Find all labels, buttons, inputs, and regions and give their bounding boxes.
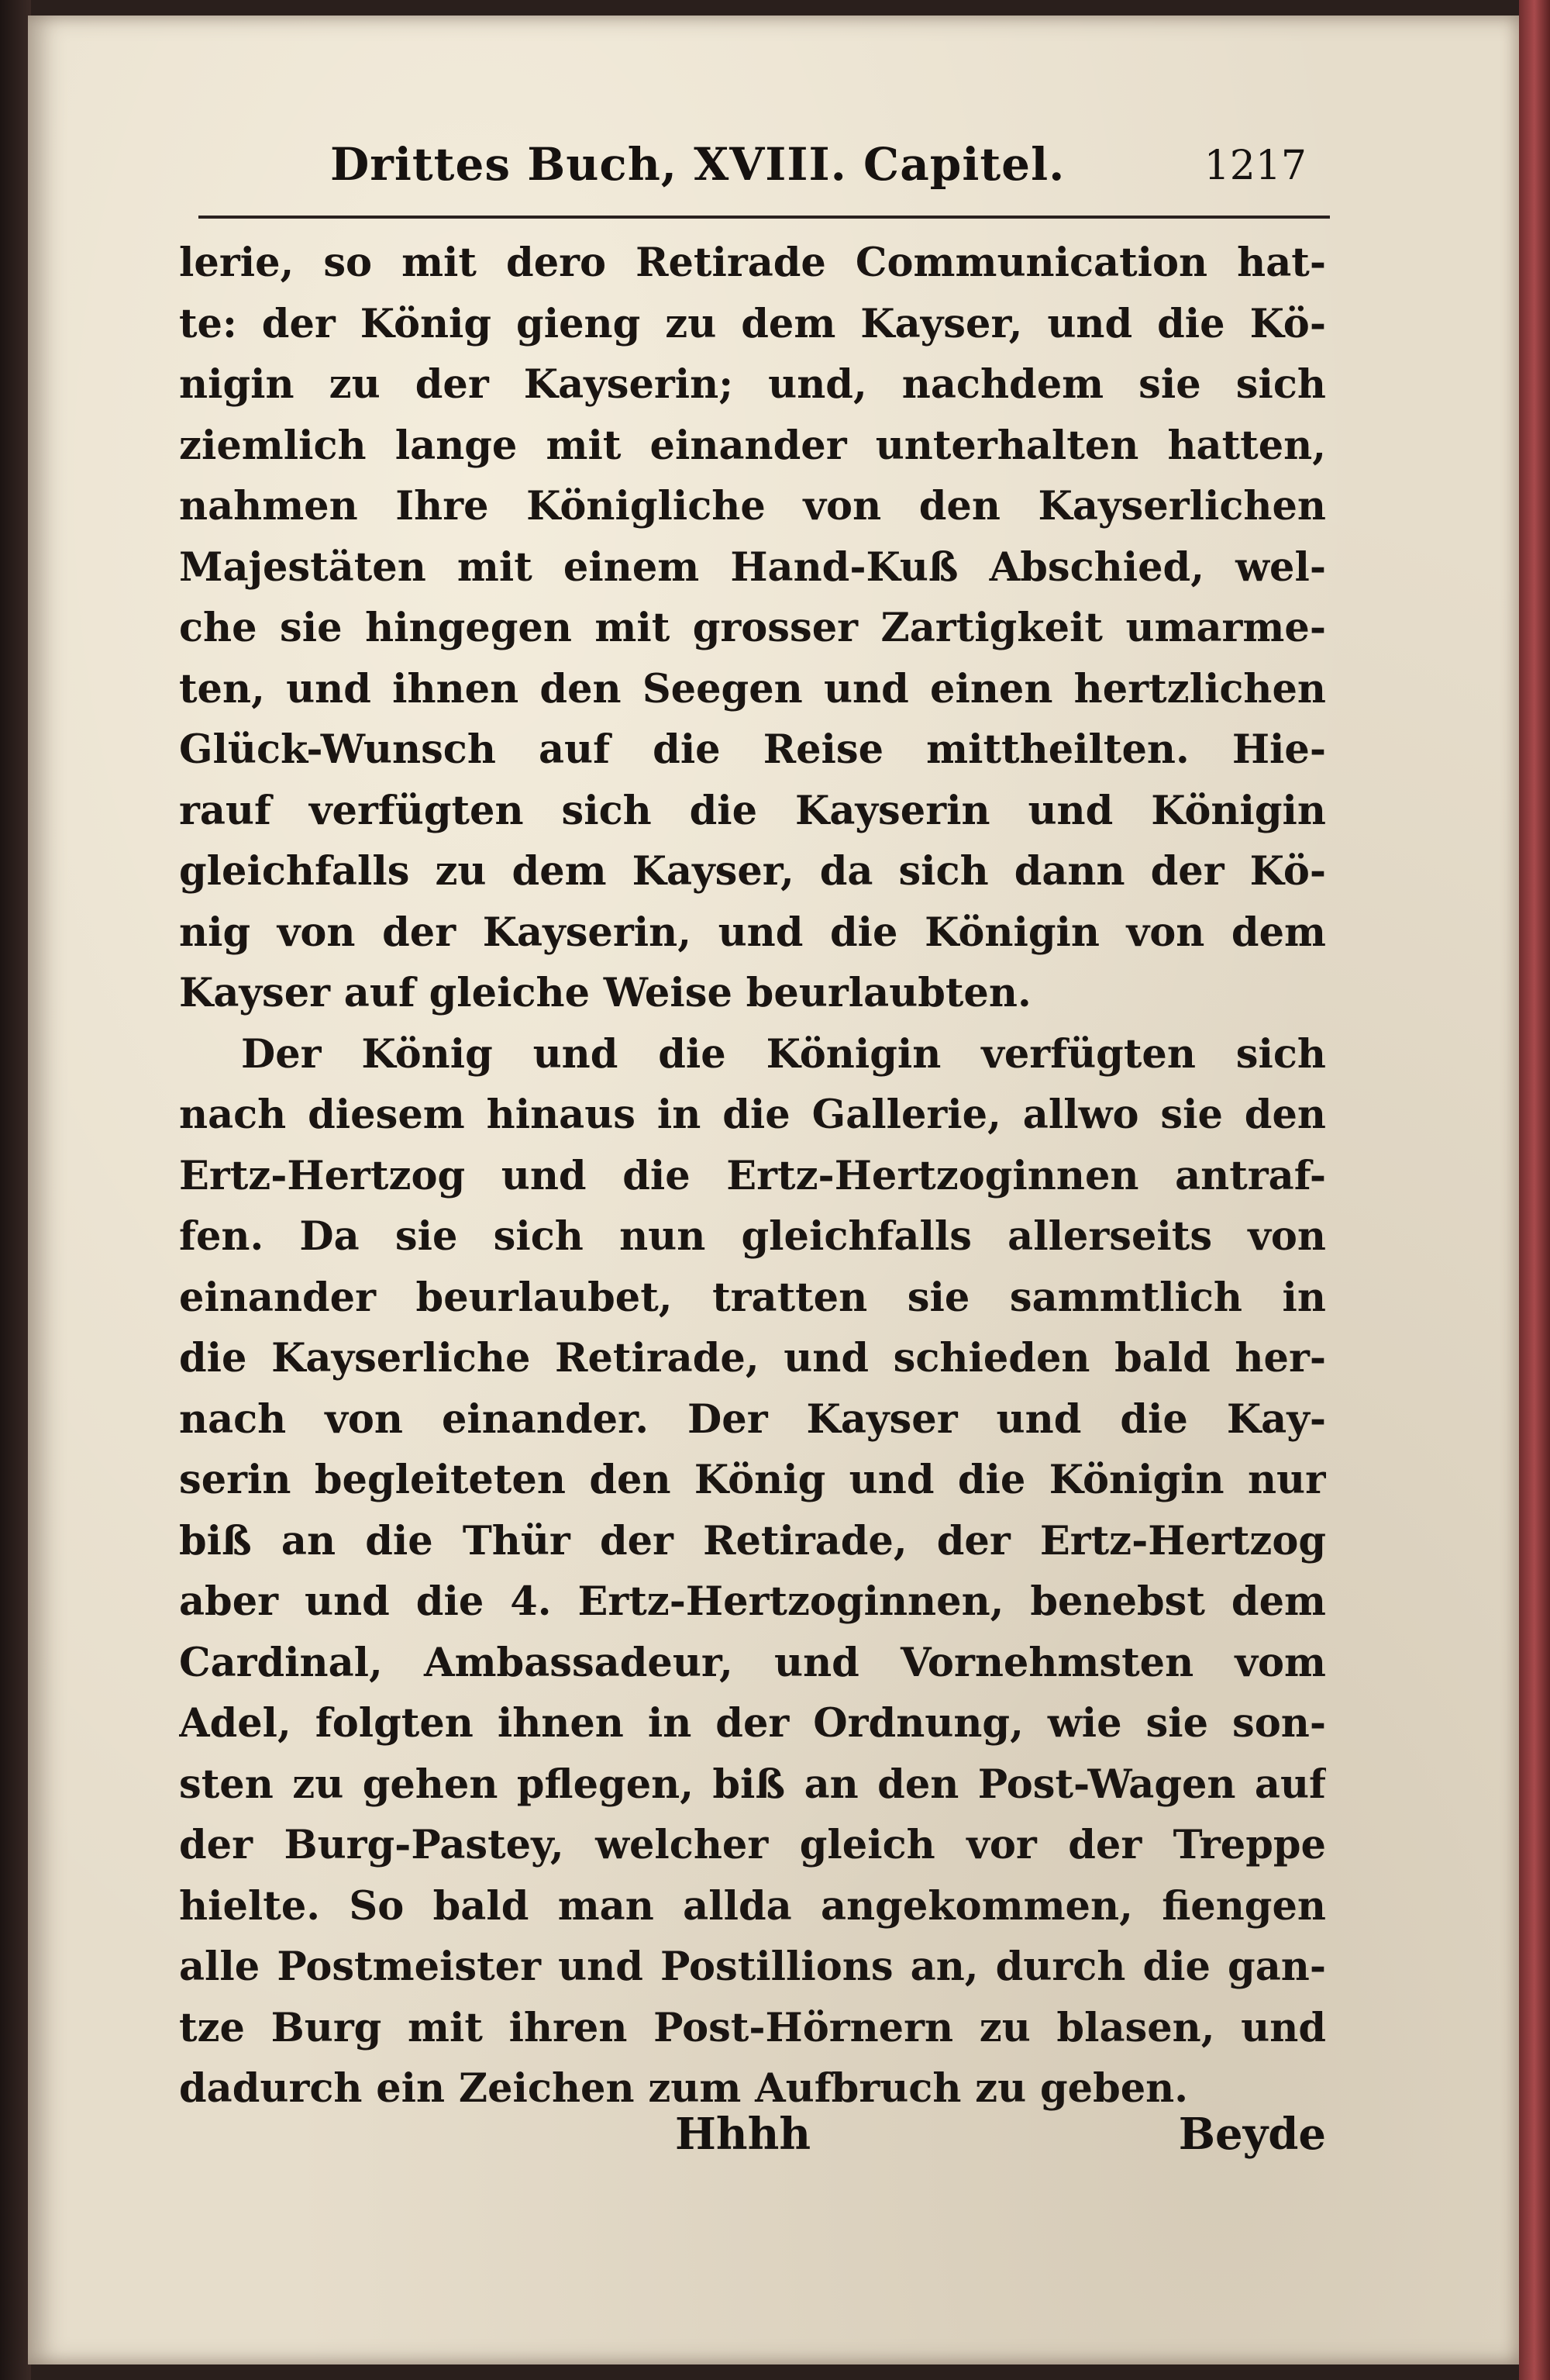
text-line: ziemlich lange mit einander unterhalten hatten, xyxy=(179,422,1326,469)
running-title: Drittes Buch, XVIII. Capitel. xyxy=(330,138,1066,191)
text-line: tze Burg mit ihren Post-Hörnern zu blasen, und xyxy=(179,2004,1326,2051)
text-line: die Kayserliche Retirade, und schieden bald her- xyxy=(179,1335,1326,1381)
page-number: 1217 xyxy=(1204,143,1307,189)
text-line: Ertz-Hertzog und die Ertz-Hertzoginnen antraf- xyxy=(179,1152,1326,1199)
book-binding-left xyxy=(0,0,31,2380)
header-rule xyxy=(198,216,1330,219)
book-binding-right xyxy=(1519,0,1550,2380)
text-line: serin begleiteten den König und die Königin nur xyxy=(179,1457,1326,1503)
text-line: hielte. So bald man allda angekommen, fiengen xyxy=(179,1882,1326,1930)
text-line: alle Postmeister und Postillions an, durch die gan- xyxy=(179,1944,1326,1990)
book-page xyxy=(28,16,1519,2364)
text-line: dadurch ein Zeichen zum Aufbruch zu geben. xyxy=(179,2065,1189,2112)
text-line: te: der König gieng zu dem Kayser, und die Kö- xyxy=(179,300,1326,347)
page-header xyxy=(198,138,1338,208)
signature-mark: Hhhh xyxy=(675,2109,811,2160)
text-line: nach diesem hinaus in die Gallerie, allwo sie den xyxy=(179,1092,1326,1138)
text-line: Cardinal, Ambassadeur, und Vornehmsten vom xyxy=(179,1639,1326,1686)
text-line: nach von einander. Der Kayser und die Kay- xyxy=(179,1395,1326,1443)
page-footer xyxy=(179,2109,1326,2171)
text-line: Majestäten mit einem Hand-Kuß Abschied, wel- xyxy=(179,543,1326,591)
text-line: sten zu gehen pflegen, biß an den Post-Wagen auf xyxy=(179,1761,1326,1808)
text-line: Der König und die Königin verfügten sich xyxy=(241,1030,1326,1078)
text-line: biß an die Thür der Retirade, der Ertz-Hertzog xyxy=(179,1517,1326,1564)
text-line: rauf verfügten sich die Kayserin und Königin xyxy=(179,787,1326,834)
text-line: ten, und ihnen den Seegen und einen hertzlichen xyxy=(179,665,1326,712)
text-line: einander beurlaubet, tratten sie sammtlich in xyxy=(179,1274,1326,1321)
text-line: che sie hingegen mit grosser Zartigkeit umarme- xyxy=(179,605,1326,651)
catchword: Beyde xyxy=(1178,2109,1326,2160)
text-line: aber und die 4. Ertz-Hertzoginnen, benebst dem xyxy=(179,1578,1326,1625)
text-line: der Burg-Pastey, welcher gleich vor der Treppe xyxy=(179,1822,1326,1868)
text-line: Glück-Wunsch auf die Reise mittheilten. Hie- xyxy=(179,726,1326,773)
text-line: gleichfalls zu dem Kayser, da sich dann der Kö- xyxy=(179,848,1326,895)
text-line: fen. Da sie sich nun gleichfalls allerseits von xyxy=(179,1213,1326,1260)
text-line: nig von der Kayserin, und die Königin von dem xyxy=(179,909,1326,956)
text-line: Kayser auf gleiche Weise beurlaubten. xyxy=(179,970,1032,1016)
text-line: nigin zu der Kayserin; und, nachdem sie sich xyxy=(179,361,1326,408)
text-line: Adel, folgten ihnen in der Ordnung, wie sie son- xyxy=(179,1700,1326,1747)
text-line: lerie, so mit dero Retirade Communication hat- xyxy=(179,240,1326,286)
text-line: nahmen Ihre Königliche von den Kayserlichen xyxy=(179,483,1326,529)
body-text xyxy=(179,233,1326,2120)
